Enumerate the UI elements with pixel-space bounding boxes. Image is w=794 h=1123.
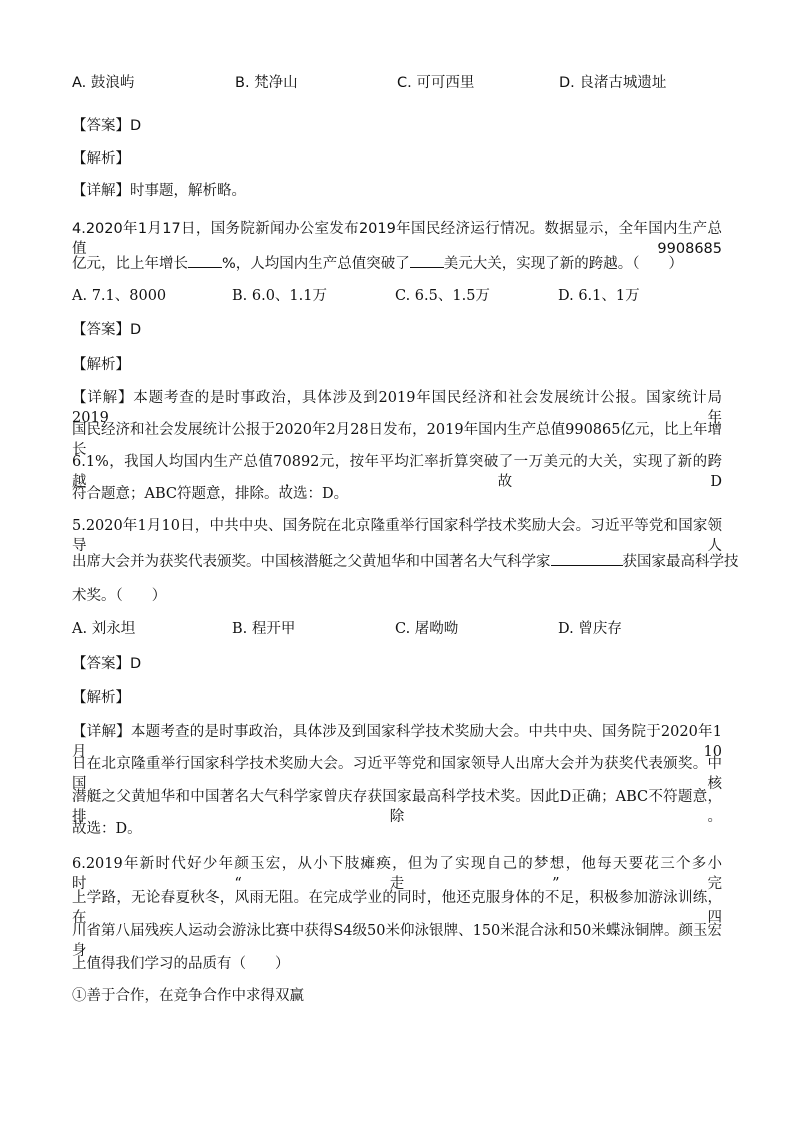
q5-detail-line2: 日在北京隆重举行国家科学技术奖励大会。习近平等党和国家领导人出席大会并为获奖代表颁奖。中国核 <box>72 756 722 792</box>
q4-option-b: B. 6.0、1.1万 <box>232 288 327 304</box>
q5-stem-part-b: 获国家最高科学技 <box>622 554 739 570</box>
q5-stem-part-a: 出席大会并为获奖代表颁奖。中国核潜艇之父黄旭华和中国著名大气科学家 <box>72 554 551 570</box>
q4-stem-part-a: 亿元，比上年增长 <box>72 256 188 272</box>
q4-detail-line2: 国民经济和社会发展统计公报于2020年2月28日发布，2019年国内生产总值990865亿元，比上年增长 <box>72 422 722 458</box>
q5-option-b: B. 程开甲 <box>232 621 296 637</box>
q4-answer: 【答案】D <box>72 322 142 338</box>
q5-answer: 【答案】D <box>72 656 142 672</box>
q4-analysis-tag: 【解析】 <box>72 357 130 373</box>
q4-stem-part-b: %，人均国内生产总值突破了 <box>222 256 410 272</box>
q5-option-a: A. 刘永坦 <box>72 621 136 637</box>
q4-stem-line1: 4.2020年1月17日，国务院新闻办公室发布2019年国民经济运行情况。数据显示，全年国内生产总值9908685 <box>72 221 722 257</box>
q6-stem-line1: 6.2019年新时代好少年颜玉宏，从小下肢瘫痪，但为了实现自己的梦想，他每天要花三个多小时“走”完 <box>72 856 722 892</box>
q5-stem-line1: 5.2020年1月10日，中共中央、国务院在北京隆重举行国家科学技术奖励大会。习近平等党和国家领导人 <box>72 518 722 554</box>
q4-detail-line1: 【详解】本题考查的是时事政治，具体涉及到2019年国民经济和社会发展统计公报。国家统计局2019年 <box>72 390 722 426</box>
q4-blank-2 <box>410 253 444 268</box>
q4-option-c: C. 6.5、1.5万 <box>395 288 490 304</box>
q3-option-a: A. 鼓浪屿 <box>72 75 135 91</box>
q5-analysis-tag: 【解析】 <box>72 690 130 706</box>
q4-blank-1 <box>188 253 222 268</box>
q3-analysis-tag: 【解析】 <box>72 151 130 167</box>
q3-option-d: D. 良渚古城遗址 <box>559 75 667 91</box>
q6-stem-line3: 川省第八届残疾人运动会游泳比赛中获得S4级50米仰泳银牌、150米混合泳和50米蝶泳铜牌。颜玉宏身 <box>72 923 722 959</box>
q5-stem-line3: 术奖。（ ） <box>72 588 167 604</box>
q4-stem-line2 <box>72 253 683 274</box>
q5-option-c: C. 屠呦呦 <box>395 621 459 637</box>
q6-stem-line4: 上值得我们学习的品质有（ ） <box>72 956 290 972</box>
q4-stem-part-c: 美元大关，实现了新的跨越。（ ） <box>443 256 684 272</box>
q6-stem-line2: 上学路，无论春夏秋冬，风雨无阻。在完成学业的同时，他还克服身体的不足，积极参加游泳训练，在四 <box>72 890 722 926</box>
q5-option-d: D. 曾庆存 <box>558 621 622 637</box>
q5-detail-line3: 潜艇之父黄旭华和中国著名大气科学家曾庆存获国家最高科学技术奖。因此D正确；ABC不符题意，排除。 <box>72 789 722 825</box>
q5-detail-line4: 故选：D。 <box>72 821 142 837</box>
q4-detail-line4: 符合题意；ABC符题意，排除。故选：D。 <box>72 486 349 502</box>
q4-option-d: D. 6.1、1万 <box>558 288 640 304</box>
q3-option-c: C. 可可西里 <box>397 75 475 91</box>
q5-detail-line1: 【详解】本题考查的是时事政治，具体涉及到国家科学技术奖励大会。中共中央、国务院于2020年1月10 <box>72 724 722 760</box>
q6-choice-1: ①善于合作，在竞争合作中求得双赢 <box>72 988 304 1004</box>
q5-stem-line2 <box>72 551 739 572</box>
q4-option-a: A. 7.1、8000 <box>72 288 167 304</box>
q4-detail-line3: 6.1%，我国人均国内生产总值70892元，按年平均汇率折算突破了一万美元的大关，实现了新的跨越，故D <box>72 454 722 490</box>
q3-answer: 【答案】D <box>72 118 142 134</box>
q3-option-b: B. 梵净山 <box>235 75 298 91</box>
q3-detail: 【详解】时事题，解析略。 <box>72 183 246 199</box>
q5-blank <box>551 551 623 566</box>
